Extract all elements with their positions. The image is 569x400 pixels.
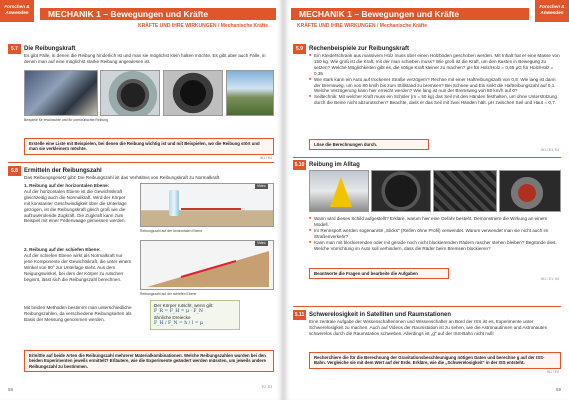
photo-brake-disc xyxy=(499,170,561,212)
inclined-plane-text xyxy=(24,247,132,282)
paragraph: Auf der schiefen Ebene wirkt als Normalkraft nur jene Komponente der Gewichtskraft, die unter einem Winkel von 90° zur Unterlage steht. Aus dem Neigungswinkel, bei dem der Körper zu rutschen beginnt, lässt sich die Reibungszahl berechnen. xyxy=(24,252,132,282)
exercise-bullet: ■ Wann wird dieses Schild aufgestellt? Erkläre, warum hier eine Gefahr besteht. Demonstriere die Wirkung an einem Modell. xyxy=(309,216,561,228)
video-icon[interactable]: Video xyxy=(257,241,266,245)
conclusion-text xyxy=(24,305,132,323)
left-page xyxy=(0,0,282,400)
formula-box xyxy=(150,300,240,330)
exercise-text: Es gibt Fälle, in denen die Reibung hinderlich ist und man sie möglichst klein halten möchte. Es gibt aber auch Fälle, in denen man auf eine möglichst starke Reibung angewiesen ist. xyxy=(24,53,266,64)
photo-slick-tire xyxy=(371,170,431,212)
competence-code: W1 / K4 xyxy=(259,156,272,160)
task-box: Beantworte die Fragen und bearbeite die Aufgaben xyxy=(309,268,449,279)
exercise-bullet: ■ Seiltechnik: Mit welcher Kraft muss ein Schüler (m = 50 kg) das Seil mit den Händen festhalten, um ohne Unterstützung durch die Beine nicht abzurutschen? Beachte, dass er das Seil mit zwei Händen hält. μH zwischen Seil und Haut = 0,7. xyxy=(309,94,561,106)
task-box: Erstelle eine Liste mit Beispielen, bei denen die Reibung wichtig ist und mit Beispielen, wo die Reibung stört und man sie verkleinern möchte. xyxy=(24,138,274,155)
page-number: 58 xyxy=(8,387,14,392)
exercise-number: 5.7 xyxy=(8,44,21,54)
competence-code: W1 / E1, K4 xyxy=(540,277,559,281)
exercise-5-8 xyxy=(24,167,274,181)
section-tab: Forschen & Anwenden xyxy=(535,0,569,22)
exercise-number: 5.8 xyxy=(8,166,21,176)
section-divider xyxy=(293,157,561,158)
exercise-bullet: ■ Wie stark kann ein Auto auf trockener Straße verzögern? Rechne mit einer Haftreibungszahl von 0,8. Wie lang ist dann der Bremsweg, um von 80 km/h bis zum Stillstand zu bremsen? Bei Schnee und Eis sinkt die Haftreibungszahl auf 0,1. Welche Verzögerung kann hier erreicht werden? Wie lang ist nun der Bremsweg von 80 km/h auf 0? xyxy=(309,77,561,95)
photo-caption: Reibungszahl auf der horizontalen Ebene xyxy=(140,229,203,233)
exercise-bullet: ■ Im Rennsport werden sogenannte „Slicks" (Reifen ohne Profil) verwendet. Warum verwendet man sie nicht auch im Straßenverkehr? xyxy=(309,228,561,240)
page-subheader: KRÄFTE UND IHRE WIRKUNGEN / Mechanische Kräfte xyxy=(137,23,268,29)
exercise-title: Die Reibungskraft xyxy=(24,46,76,52)
horizontal-plane-text xyxy=(24,183,132,224)
exercise-5-9 xyxy=(309,45,561,106)
competence-code: E2, E3 xyxy=(261,385,272,389)
photo-horizontal-experiment xyxy=(140,183,274,227)
section-divider xyxy=(8,162,274,163)
bottle-shape xyxy=(169,190,179,216)
exercise-number: 5.11 xyxy=(294,312,305,318)
page-subheader: KRÄFTE UND IHRE WIRKUNGEN / Mechanische Kräfte xyxy=(297,23,428,29)
paragraph: Mit beiden Methoden bestimmt man unterschiedliche Reibungszahlen, da verschiedene Reibungsarten als Basis der Messung genommen werden. xyxy=(24,305,132,322)
exercise-text: Eine zentrale Aufgabe der Wissenschafterinnen und Wissenschafter an Bord der ISS ist es, Experimente unter Schwerelosigkeit zu machen. Auch auf Videos der Raumstation ist zu sehen, wie die Astronautinnen und Astronauten schwerelos durch die Raumstation schweben. Allerdings ist „g" auf der ISS-Bahn nicht null! xyxy=(309,319,548,336)
exercise-title: Rechenbeispiele zur Reibungskraft xyxy=(309,46,410,52)
formula-line: F_R = F_H = μ · F_N xyxy=(154,309,203,314)
task-box: Löse die Berechnungen durch. xyxy=(309,139,429,150)
task-box: Recherchiere die für die Berechnung der Gravitationsbeschleunigung nötigen Daten und berechne g auf der ISS-Bahn. Vergleiche sie mit dem Wert auf der Erde. Erkläre, wie die „Schwerelosigkeit" in der ISS entsteht. xyxy=(309,352,561,369)
spring-scale xyxy=(181,208,241,210)
inclined-plane-illustration xyxy=(141,241,274,290)
photo-car-tire xyxy=(163,70,223,116)
video-icon[interactable]: Video xyxy=(257,184,266,188)
page-header: MECHANIK 1 – Bewegungen und Kräfte xyxy=(291,8,529,20)
exercise-title: Reibung im Alltag xyxy=(309,162,360,168)
exercise-title: Schwerelosigkeit in Satelliten und Raumstationen xyxy=(309,312,452,318)
section-divider xyxy=(293,306,561,307)
competence-code: W1 / E4 xyxy=(546,370,559,374)
subheading: 1. Reibung auf der horizontalen Ebene: xyxy=(24,183,110,188)
formula-line: F_H / F_N = h / l = μ xyxy=(154,321,203,326)
formula-title: Der Körper rutscht, wenn gilt: xyxy=(154,303,214,308)
photo-shoe-sole xyxy=(24,70,98,116)
exercise-number: 5.10 xyxy=(294,162,305,168)
exercise-5-7 xyxy=(24,45,274,65)
paragraph: Auf der horizontalen Ebene ist die Gewichtskraft gleichzeitig auch die Normalkraft. Wird der Körper mit konstanter Geschwindigkeit über die Unterlage gezogen, ist die Reibungskraft gleich groß wie die aufzuwendende Zugkraft. Die Zugkraft kann zum Beispiel mit einer Federwaage gemessen werden. xyxy=(24,188,127,224)
right-page xyxy=(285,0,569,400)
exercise-bullet: ■ Kann man mit blockierenden oder mit gerade noch nicht blockierenden Rädern rascher stehen bleiben? Begründe dies. Welche Vorrichtung im Auto soll verhindern, dass die Räder beim Bremsen blockieren? xyxy=(309,240,561,252)
photo-outdoor xyxy=(226,70,274,116)
page-number: 59 xyxy=(555,387,561,392)
exercise-5-10 xyxy=(309,161,561,169)
formula-note: ähnliche Dreiecke xyxy=(154,315,191,320)
exercise-5-10-bullets xyxy=(309,216,561,251)
competence-code: W1 / E1, E4 xyxy=(540,148,559,152)
warning-sign-shape xyxy=(330,177,352,207)
page-header: MECHANIK 1 – Bewegungen und Kräfte xyxy=(40,8,276,20)
photo-caption: Reibungszahl auf der schiefen Ebene xyxy=(140,292,197,296)
photo-inclined-experiment xyxy=(140,240,274,290)
exercise-number: 5.9 xyxy=(293,44,306,54)
exercise-bullet: ■ Ein Kleiderschrank aus massivem Holz muss über einen Holzboden geschoben werden. Mit Inhalt hat er eine Masse von 150 kg. Wie groß ist die Kraft, mit der man schieben muss? Wie groß ist die Kraft, um den Kasten in Bewegung zu setzen? Welche Möglichkeiten gibt es, die nötige Kraft kleiner zu machen? μH für Holz/Holz = 0,65 μG für Holz/Holz = 0,35 xyxy=(309,53,561,77)
photo-wet-floor-sign xyxy=(309,170,369,212)
exercise-intro: Das Reibungsgesetz gibt: Die Reibungszahl ist das Verhältnis von Reibungskraft zu Normalkraft. xyxy=(24,175,221,180)
task-box: Ermittle auf beide Arten die Reibungszahl mehrerer Materialkombinationen. Welche Reibungszahlen wurden bei den beiden Experimenten jeweils ermittelt? Erläutere, wie die Experimente geändert werden müssten, um jeweils andere Reibungszahl zu bestimmen. xyxy=(24,350,274,372)
photo-machine-gear xyxy=(100,70,160,116)
subheading: 2. Reibung auf der schiefen Ebene: xyxy=(24,247,101,252)
photo-tire-profile xyxy=(433,170,497,212)
photo-caption: Beispiele für erwünschte und für unerwünschte Reibung xyxy=(24,118,109,122)
section-tab: Forschen & Anwenden xyxy=(0,0,34,22)
exercise-5-11 xyxy=(309,311,561,337)
exercise-title: Ermitteln der Reibungszahl xyxy=(24,168,102,174)
